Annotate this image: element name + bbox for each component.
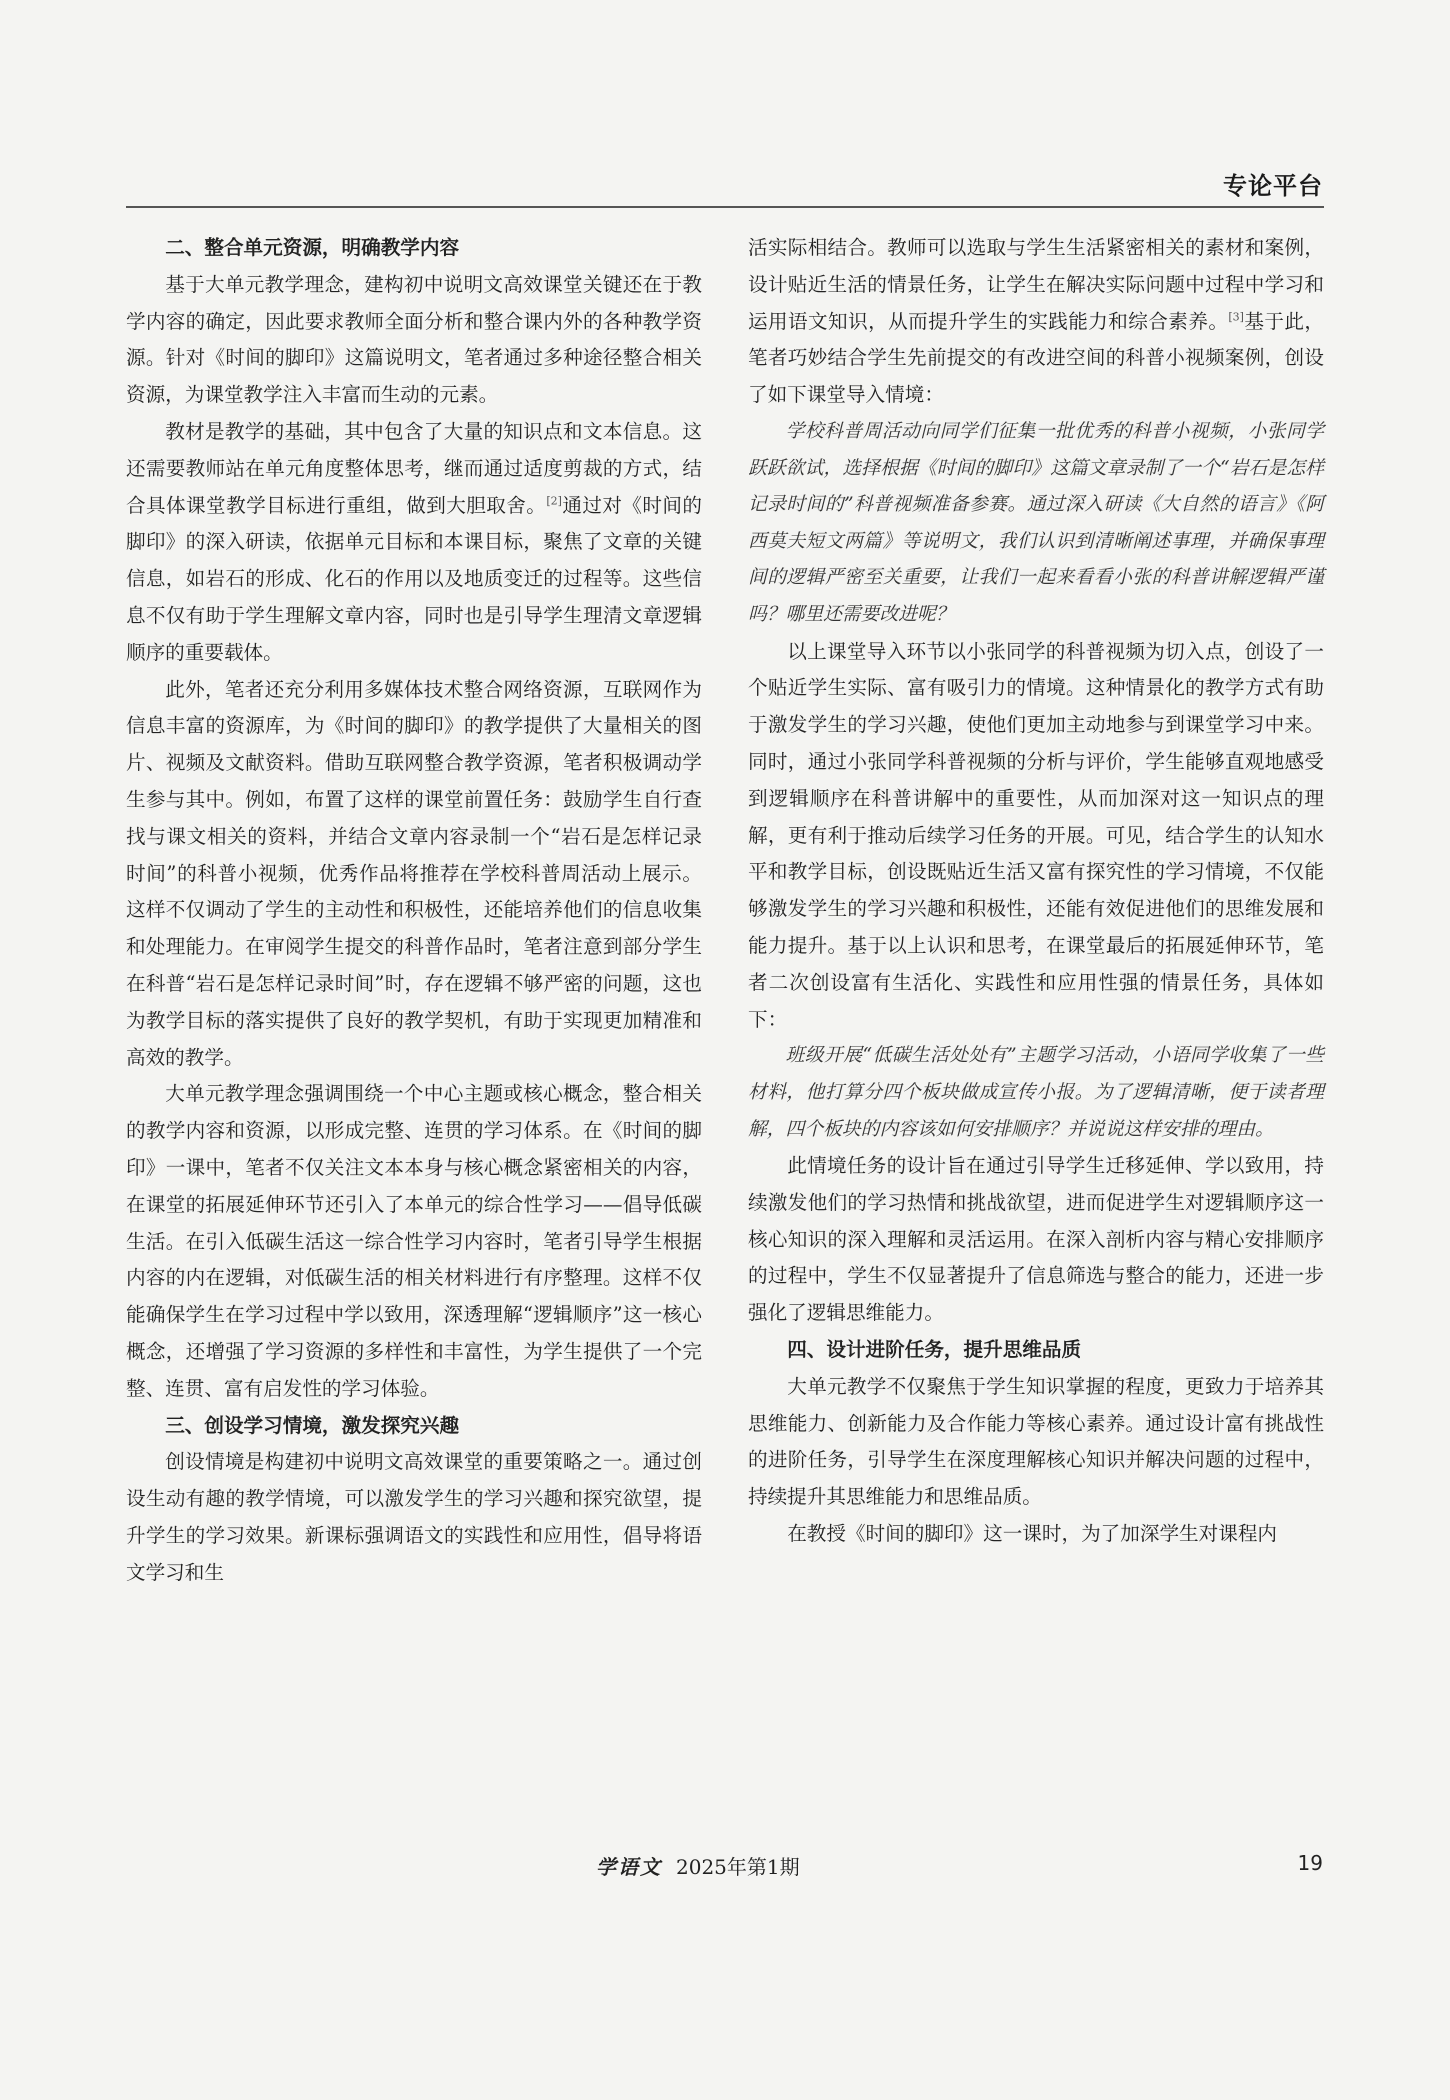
paragraph <box>748 1148 1324 1332</box>
text-run: 教材是教学的基础，其中包含了大量的知识点和文本信息。这还需要教师站在单元角度整体思考，继而通过适度剪裁的方式，结合具体课堂教学目标进行重组，做到大胆取舍。 <box>126 419 702 517</box>
paragraph <box>126 1076 702 1407</box>
text-run: 基于大单元教学理念，建构初中说明文高效课堂关键还在于教学内容的确定，因此要求教师全面分析和整合课内外的各种教学资源。针对《时间的脚印》这篇说明文，笔者通过多种途径整合相关资源，为课堂教学注入丰富而生动的元素。 <box>126 272 702 407</box>
paragraph <box>126 267 702 414</box>
citation-marker: [3] <box>1228 310 1244 324</box>
section-title: 专论平台 <box>1223 172 1323 200</box>
paragraph <box>748 634 1324 1039</box>
right-column <box>748 230 1324 1553</box>
journal-name: 学语文 <box>596 1855 662 1879</box>
paragraph <box>748 230 1324 414</box>
text-run: 创设情境是构建初中说明文高效课堂的重要策略之一。通过创设生动有趣的教学情境，可以激发学生的学习兴趣和探究欲望，提升学生的学习效果。新课标强调语文的实践性和应用性，倡导将语文学习和生 <box>126 1450 702 1584</box>
footer-journal <box>596 1851 800 1880</box>
text-run: 活实际相结合。教师可以选取与学生生活紧密相关的素材和案例，设计贴近生活的情景任务，让学生在解决实际问题中过程中学习和运用语文知识，从而提升学生的实践能力和综合素养。 <box>748 236 1324 333</box>
text-run: 此外，笔者还充分利用多媒体技术整合网络资源，互联网作为信息丰富的资源库，为《时间的脚印》的教学提供了大量相关的图片、视频及文献资料。借助互联网整合教学资源，笔者积极调动学生参与其中。例如，布置了这样的课堂前置任务：鼓励学生自行查找与课文相关的资料，并结合文章内容录制一个“岩石是怎样记录时间”的科普小视频，优秀作品将推荐在学校科普周活动上展示。这样不仅调动了学生的主动性和积极性，还能培养他们的信息收集和处理能力。在审阅学生提交的科普作品时，笔者注意到部分学生在科普“岩石是怎样记录时间”时，存在逻辑不够严密的问题，这也为教学目标的落实提供了良好的教学契机，有助于实现更加精准和高效的教学。 <box>126 677 702 1069</box>
left-column <box>126 230 702 1591</box>
page-number: 19 <box>1297 1851 1323 1875</box>
section-heading: 四、设计进阶任务，提升思维品质 <box>787 1338 1082 1362</box>
text-run: 通过对《时间的脚印》的深入研读，依据单元目标和本课目标，聚焦了文章的关键信息，如岩石的形成、化石的作用以及地质变迁的过程等。这些信息不仅有助于学生理解文章内容，同时也是引导学生理清文章逻辑顺序的重要载体。 <box>126 493 703 664</box>
text-run: 此情境任务的设计旨在通过引导学生迁移延伸、学以致用，持续激发他们的学习热情和挑战欲望，进而促进学生对逻辑顺序这一核心知识的深入理解和灵活运用。在深入剖析内容与精心安排顺序的过程中，学生不仅显著提升了信息筛选与整合的能力，还进一步强化了逻辑思维能力。 <box>748 1154 1324 1325</box>
header-divider <box>126 206 1324 208</box>
section-heading: 三、创设学习情境，激发探究兴趣 <box>165 1413 460 1437</box>
text-run: 班级开展“低碳生活处处有”主题学习活动，小语同学收集了一些材料，他打算分四个板块做成宣传小报。为了逻辑清晰，便于读者理解，四个板块的内容该如何安排顺序？并说说这样安排的理由。 <box>748 1045 1324 1140</box>
text-run: 大单元教学理念强调围绕一个中心主题或核心概念，整合相关的教学内容和资源，以形成完整、连贯的学习体系。在《时间的脚印》一课中，笔者不仅关注文本本身与核心概念紧密相关的内容，在课堂的拓展延伸环节还引入了本单元的综合性学习——倡导低碳生活。在引入低碳生活这一综合性学习内容时，笔者引导学生根据内容的内在逻辑，对低碳生活的相关材料进行有序整理。这样不仅能确保学生在学习过程中学以致用，深透理解“逻辑顺序”这一核心概念，还增强了学习资源的多样性和丰富性，为学生提供了一个完整、连贯、富有启发性的学习体验。 <box>126 1082 702 1400</box>
text-run: 学校科普周活动向同学们征集一批优秀的科普小视频，小张同学跃跃欲试，选择根据《时间的脚印》这篇文章录制了一个“岩石是怎样记录时间的”科普视频准备参赛。通过深入研读《大自然的语言》《阿西莫夫短文两篇》等说明文，我们认识到清晰阐述事理，并确保事理间的逻辑严密至关重要，让我们一起来看看小张的科普讲解逻辑严谨吗？哪里还需要改进呢？ <box>748 420 1324 625</box>
quote-paragraph <box>748 1038 1324 1148</box>
text-run: 在教授《时间的脚印》这一课时，为了加深学生对课程内 <box>787 1522 1278 1546</box>
citation-marker: [2] <box>546 494 562 508</box>
paragraph <box>748 1516 1324 1553</box>
paragraph <box>126 672 702 1077</box>
section-heading: 二、整合单元资源，明确教学内容 <box>165 236 460 259</box>
paragraph <box>126 414 702 672</box>
text-run: 以上课堂导入环节以小张同学的科普视频为切入点，创设了一个贴近学生实际、富有吸引力的情境。这种情景化的教学方式有助于激发学生的学习兴趣，使他们更加主动地参与到课堂学习中来。同时，通过小张同学科普视频的分析与评价，学生能够直观地感受到逻辑顺序在科普讲解中的重要性，从而加深对这一知识点的理解，更有利于推动后续学习任务的开展。可见，结合学生的认知水平和教学目标，创设既贴近生活又富有探究性的学习情境，不仅能够激发学生的学习兴趣和积极性，还能有效促进他们的思维发展和能力提升。基于以上认识和思考，在课堂最后的拓展延伸环节，笔者二次创设富有生活化、实践性和应用性强的情景任务，具体如下： <box>748 639 1324 1031</box>
text-run: 大单元教学不仅聚焦于学生知识掌握的程度，更致力于培养其思维能力、创新能力及合作能力等核心素养。通过设计富有挑战性的进阶任务，引导学生在深度理解核心知识并解决问题的过程中，持续提升其思维能力和思维品质。 <box>748 1374 1324 1509</box>
quote-paragraph <box>748 414 1324 634</box>
paragraph <box>748 1369 1324 1516</box>
issue-label: 2025年第1期 <box>676 1855 800 1879</box>
text-run: 基于此，笔者巧妙结合学生先前提交的有改进空间的科普小视频案例，创设了如下课堂导入情境： <box>748 309 1325 407</box>
paragraph <box>126 1444 702 1591</box>
